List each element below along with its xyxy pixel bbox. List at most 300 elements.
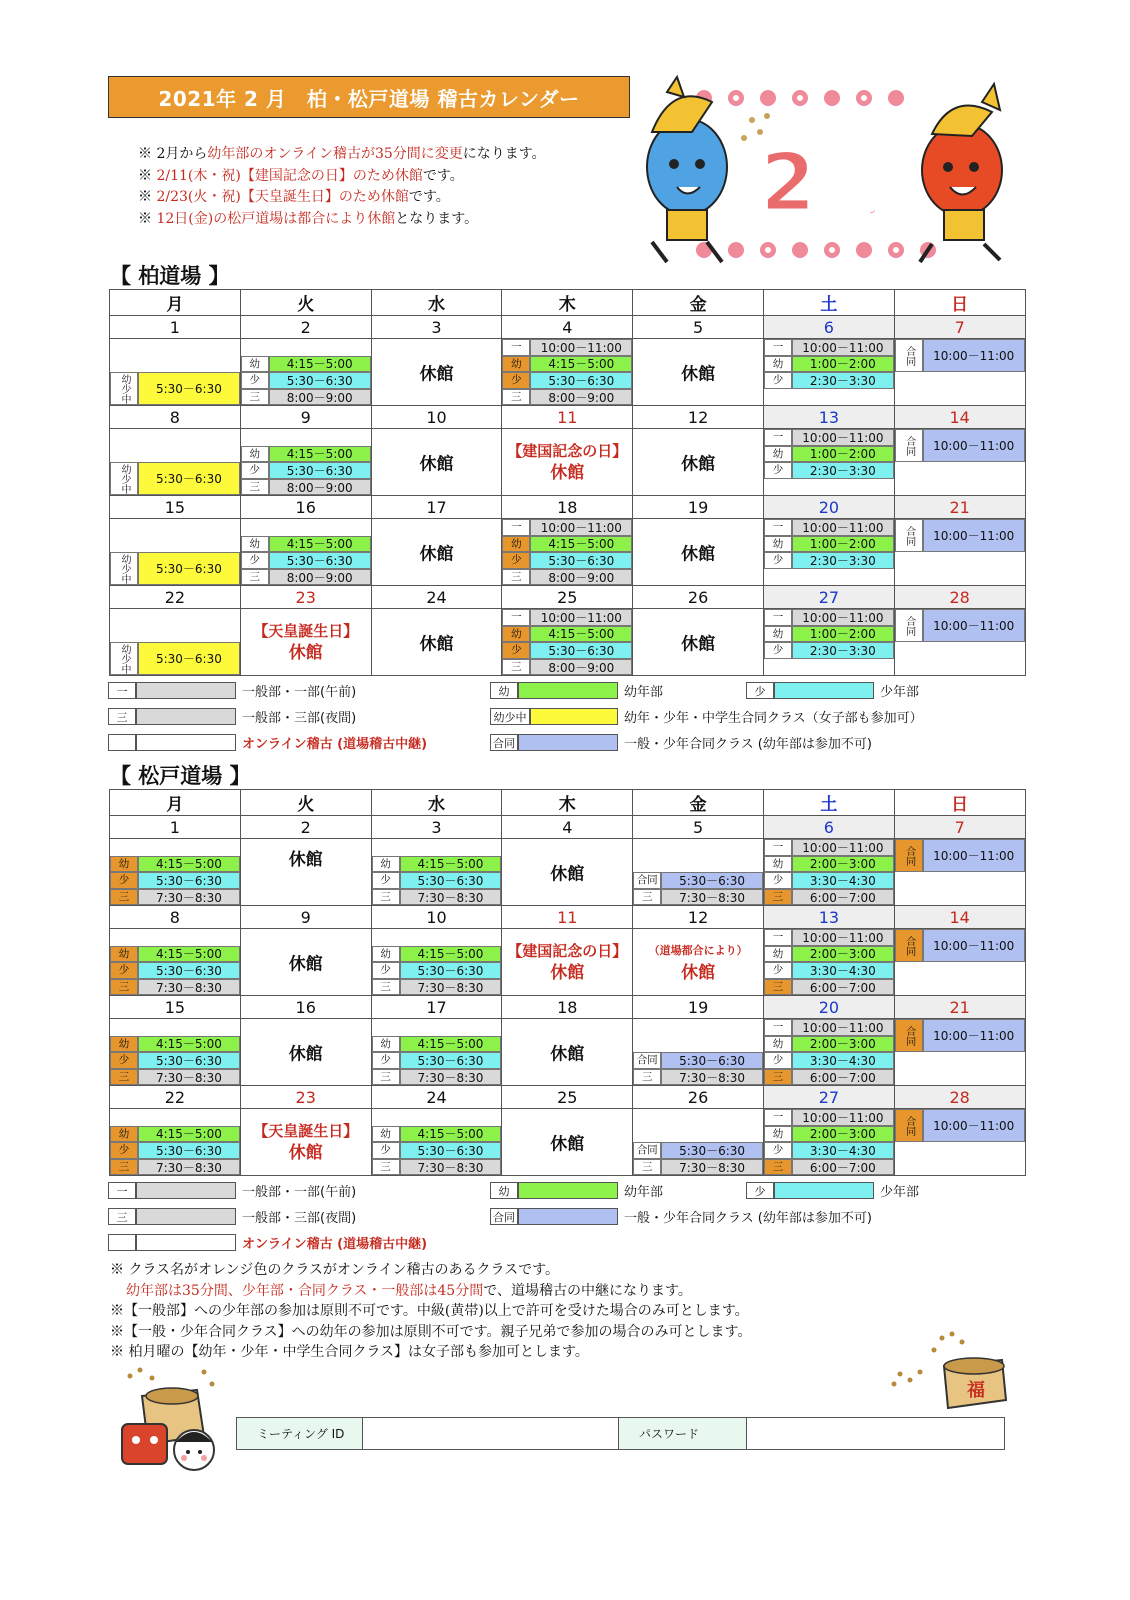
note-line: ※ 2/11(木・祝)【建国記念の日】のため休館です。 [138, 167, 464, 184]
class-tag: 幼 [241, 536, 269, 553]
class-slot [633, 1052, 763, 1069]
holiday-name: 【建国記念の日】 [507, 942, 628, 960]
class-slot [372, 1069, 502, 1086]
class-time: 1:00－2:00 [792, 446, 894, 463]
class-tag: 一 [502, 339, 530, 356]
class-slot [241, 569, 371, 586]
schedule-cell [633, 609, 764, 676]
class-tag: 合同 [633, 1052, 661, 1069]
date-cell: 16 [240, 996, 371, 1019]
class-slot [241, 462, 371, 479]
class-slot [764, 356, 894, 373]
closed-label: 休館 [419, 634, 454, 655]
class-time: 4:15－5:00 [530, 536, 632, 553]
class-tag: 幼 [502, 536, 530, 553]
schedule-cell [633, 929, 764, 996]
class-time: 5:30－6:30 [138, 462, 240, 495]
closed-label: 休館 [288, 643, 323, 663]
class-tag: 一 [764, 1109, 792, 1126]
class-time: 6:00－7:00 [792, 889, 894, 906]
date-cell: 23 [240, 1086, 371, 1109]
class-tag: 三 [502, 659, 530, 676]
class-time: 1:00－2:00 [792, 626, 894, 643]
class-slot [110, 1036, 240, 1053]
class-slot [502, 642, 632, 659]
schedule-cell [110, 609, 241, 676]
day-sat: 土 [763, 290, 894, 316]
class-time: 4:15－5:00 [138, 1126, 240, 1143]
class-slot [110, 1052, 240, 1069]
class-slot [764, 1126, 894, 1143]
class-time: 10:00－11:00 [792, 839, 894, 856]
schedule-cell [371, 429, 502, 496]
class-tag: 三 [372, 1069, 400, 1086]
bottom-notes [110, 1260, 1010, 1363]
schedule-cell [633, 519, 764, 586]
meeting-id-field[interactable] [363, 1418, 619, 1450]
meeting-info-table [236, 1417, 1005, 1450]
date-cell: 22 [110, 1086, 241, 1109]
class-tag: 幼 [372, 946, 400, 963]
date-cell: 28 [894, 1086, 1025, 1109]
class-tag: 少 [764, 462, 792, 479]
date-cell: 21 [894, 996, 1025, 1019]
class-time: 6:00－7:00 [792, 979, 894, 996]
legend-gou: 合同 一般・少年合同クラス (幼年部は参加不可) [490, 1207, 872, 1226]
class-slot [110, 1069, 240, 1086]
class-time: 4:15－5:00 [138, 856, 240, 873]
class-tag: 三 [241, 389, 269, 406]
class-tag: 三 [372, 889, 400, 906]
class-tag: 一 [764, 839, 792, 856]
holiday-closed [502, 940, 632, 984]
class-time: 10:00－11:00 [923, 1019, 1025, 1052]
holiday-name: 【建国記念の日】 [507, 442, 628, 460]
class-tag: 少 [372, 1052, 400, 1069]
class-time: 7:30－8:30 [400, 889, 502, 906]
class-slot [502, 552, 632, 569]
date-cell: 15 [110, 996, 241, 1019]
matsudo-calendar [109, 789, 1026, 1176]
class-tag: 幼 [241, 446, 269, 463]
class-time: 8:00－9:00 [269, 479, 371, 496]
class-tag: 一 [764, 929, 792, 946]
holiday-closed [241, 620, 371, 664]
class-slot [110, 1142, 240, 1159]
class-slot [502, 356, 632, 373]
kashiwa-heading: 【 柏道場 】 [110, 264, 230, 288]
class-time: 5:30－6:30 [530, 372, 632, 389]
date-cell: 28 [894, 586, 1025, 609]
class-time: 2:30－3:30 [792, 462, 894, 479]
class-time: 5:30－6:30 [138, 642, 240, 675]
date-cell: 12 [633, 406, 764, 429]
day-fri: 金 [633, 290, 764, 316]
date-cell: 3 [371, 316, 502, 339]
class-time: 10:00－11:00 [792, 609, 894, 626]
class-tag: 三 [633, 1069, 661, 1086]
class-time: 5:30－6:30 [400, 1142, 502, 1159]
oni-february-illustration [632, 72, 1020, 272]
class-slot [110, 889, 240, 906]
class-time: 3:30－4:30 [792, 1142, 894, 1159]
date-cell: 5 [633, 816, 764, 839]
class-time: 10:00－11:00 [923, 339, 1025, 372]
class-time: 2:30－3:30 [792, 642, 894, 659]
class-time: 4:15－5:00 [400, 856, 502, 873]
class-slot [110, 642, 240, 675]
date-cell: 10 [371, 406, 502, 429]
class-tag: 少 [764, 872, 792, 889]
date-cell: 23 [240, 586, 371, 609]
class-tag: 三 [764, 889, 792, 906]
class-slot [764, 962, 894, 979]
class-time: 3:30－4:30 [792, 962, 894, 979]
class-slot [764, 1142, 894, 1159]
class-slot [764, 979, 894, 996]
class-time: 1:00－2:00 [792, 536, 894, 553]
class-time: 7:30－8:30 [138, 979, 240, 996]
date-cell: 6 [763, 316, 894, 339]
class-slot [110, 979, 240, 996]
class-time: 10:00－11:00 [792, 1109, 894, 1126]
class-slot [764, 372, 894, 389]
class-time: 10:00－11:00 [530, 339, 632, 356]
date-cell: 24 [371, 1086, 502, 1109]
date-cell: 6 [763, 816, 894, 839]
class-slot [633, 1159, 763, 1176]
class-time: 10:00－11:00 [792, 519, 894, 536]
holiday-name: 【天皇誕生日】 [253, 1122, 359, 1140]
schedule-cell [894, 429, 1025, 496]
class-tag: 幼 [110, 946, 138, 963]
class-slot [110, 1159, 240, 1176]
class-tag: 合同 [895, 339, 923, 372]
class-slot [502, 372, 632, 389]
class-tag: 一 [502, 519, 530, 536]
class-time: 5:30－6:30 [661, 1142, 763, 1159]
holiday-name: 【天皇誕生日】 [253, 622, 359, 640]
class-time: 10:00－11:00 [923, 519, 1025, 552]
class-tag: 三 [633, 1159, 661, 1176]
schedule-cell [110, 839, 241, 906]
closed-label: 休館 [681, 364, 716, 385]
legend-sho: 少 少年部 [746, 681, 919, 700]
schedule-cell [371, 1019, 502, 1086]
class-time: 7:30－8:30 [400, 1159, 502, 1176]
legend-ichi: 一 一般部・一部(午前) [108, 1181, 356, 1200]
schedule-cell [240, 1019, 371, 1086]
date-cell: 9 [240, 906, 371, 929]
class-slot [372, 889, 502, 906]
day-tue: 火 [240, 290, 371, 316]
closed-label: 休館 [550, 963, 585, 983]
schedule-cell [110, 1019, 241, 1086]
class-time: 5:30－6:30 [138, 1052, 240, 1069]
schedule-cell [502, 609, 633, 676]
class-time: 10:00－11:00 [923, 1109, 1025, 1142]
closed-label: 休館 [288, 850, 323, 870]
class-time: 5:30－6:30 [661, 1052, 763, 1069]
date-cell: 25 [502, 1086, 633, 1109]
day-wed: 水 [371, 290, 502, 316]
class-tag: 幼少中 [110, 372, 138, 405]
schedule-cell [371, 1109, 502, 1176]
class-time: 7:30－8:30 [661, 1069, 763, 1086]
schedule-cell [240, 429, 371, 496]
day-sun: 日 [894, 790, 1025, 816]
class-slot [241, 479, 371, 496]
class-tag: 少 [110, 1142, 138, 1159]
class-tag: 三 [110, 1069, 138, 1086]
class-time: 5:30－6:30 [138, 962, 240, 979]
note-line: ※【一般部】への少年部の参加は原則不可です。中級(黄帯)以上で許可を受けた場合のみ可とします。 [110, 1303, 749, 1319]
schedule-cell [763, 929, 894, 996]
schedule-cell [371, 839, 502, 906]
date-cell: 18 [502, 496, 633, 519]
closed-label: 休館 [550, 1134, 585, 1155]
date-cell: 18 [502, 996, 633, 1019]
note-line: ※ 2月から幼年部のオンライン稽古が35分間に変更になります。 [138, 146, 546, 162]
note-line: ※ クラス名がオレンジ色のクラスがオンライン稽古のあるクラスです。 [110, 1262, 559, 1278]
password-field[interactable] [747, 1418, 1005, 1450]
class-slot [110, 372, 240, 405]
class-time: 10:00－11:00 [923, 929, 1025, 962]
class-tag: 三 [110, 979, 138, 996]
class-time: 4:15－5:00 [530, 626, 632, 643]
class-slot [502, 626, 632, 643]
class-time: 5:30－6:30 [269, 552, 371, 569]
date-cell: 20 [763, 996, 894, 1019]
schedule-cell [371, 519, 502, 586]
class-tag: 幼少中 [110, 552, 138, 585]
class-tag: 一 [764, 519, 792, 536]
class-slot [764, 889, 894, 906]
password-label: パスワード [619, 1418, 747, 1450]
class-tag: 幼 [764, 446, 792, 463]
class-tag: 幼少中 [110, 462, 138, 495]
class-time: 5:30－6:30 [400, 962, 502, 979]
holiday-closed [633, 940, 763, 984]
class-slot [764, 872, 894, 889]
class-slot [372, 856, 502, 873]
day-thu: 木 [502, 290, 633, 316]
schedule-cell [633, 1019, 764, 1086]
schedule-cell [502, 839, 633, 906]
class-time: 4:15－5:00 [138, 946, 240, 963]
matsudo-heading: 【 松戸道場 】 [110, 764, 251, 788]
class-time: 10:00－11:00 [792, 429, 894, 446]
class-time: 8:00－9:00 [530, 389, 632, 406]
class-time: 5:30－6:30 [269, 462, 371, 479]
legend-yoshochu: 幼少中 幼年・少年・中学生合同クラス（女子部も参加可） [490, 707, 923, 726]
closed-label: 休館 [419, 454, 454, 475]
class-slot [633, 889, 763, 906]
class-time: 10:00－11:00 [792, 1019, 894, 1036]
legend-san: 三 一般部・三部(夜間) [108, 1207, 356, 1226]
date-cell: 20 [763, 496, 894, 519]
class-tag: 幼 [110, 1126, 138, 1143]
holiday-name: （道場都合により） [648, 944, 748, 957]
class-slot [241, 536, 371, 553]
date-cell: 2 [240, 316, 371, 339]
class-time: 7:30－8:30 [138, 889, 240, 906]
class-tag: 三 [241, 569, 269, 586]
legend-gou: 合同 一般・少年合同クラス (幼年部は参加不可) [490, 733, 872, 752]
class-slot [764, 856, 894, 873]
schedule-cell [240, 519, 371, 586]
class-tag: 幼 [764, 856, 792, 873]
class-slot [241, 372, 371, 389]
class-slot [764, 1052, 894, 1069]
class-slot [764, 446, 894, 463]
class-tag: 少 [110, 962, 138, 979]
class-tag: 少 [764, 1052, 792, 1069]
class-slot [372, 1142, 502, 1159]
class-tag: 一 [764, 1019, 792, 1036]
class-tag: 少 [372, 962, 400, 979]
class-time: 4:15－5:00 [400, 946, 502, 963]
class-time: 4:15－5:00 [269, 536, 371, 553]
note-line: ※【一般・少年合同クラス】への幼年の参加は原則不可です。親子兄弟で参加の場合のみ可とします。 [110, 1323, 752, 1340]
class-slot [764, 929, 894, 946]
date-cell: 8 [110, 406, 241, 429]
class-time: 6:00－7:00 [792, 1069, 894, 1086]
class-time: 2:30－3:30 [792, 372, 894, 389]
kashiwa-calendar [109, 289, 1026, 676]
class-tag: 少 [241, 462, 269, 479]
note-line: 幼年部は35分間、少年部・合同クラス・一般部は45分間で、道場稽古の中継になります。 [126, 1282, 692, 1299]
class-time: 5:30－6:30 [138, 1142, 240, 1159]
date-cell: 15 [110, 496, 241, 519]
class-time: 2:00－3:00 [792, 856, 894, 873]
closed-label: 休館 [288, 954, 323, 975]
class-slot [895, 839, 1025, 872]
class-slot [372, 1159, 502, 1176]
date-cell: 25 [502, 586, 633, 609]
class-time: 7:30－8:30 [400, 1069, 502, 1086]
class-tag: 少 [764, 642, 792, 659]
class-tag: 一 [764, 429, 792, 446]
holiday-closed [241, 1120, 371, 1164]
class-time: 10:00－11:00 [792, 339, 894, 356]
class-tag: 幼 [241, 356, 269, 373]
class-time: 2:00－3:00 [792, 1036, 894, 1053]
class-tag: 三 [372, 1159, 400, 1176]
class-tag: 幼少中 [110, 642, 138, 675]
legend-yo: 幼 幼年部 [490, 681, 663, 700]
date-cell: 10 [371, 906, 502, 929]
class-slot [895, 1109, 1025, 1142]
class-slot [502, 659, 632, 676]
class-slot [895, 519, 1025, 552]
class-slot [110, 1126, 240, 1143]
schedule-cell [502, 519, 633, 586]
class-time: 10:00－11:00 [923, 609, 1025, 642]
date-cell: 14 [894, 906, 1025, 929]
date-cell: 1 [110, 816, 241, 839]
class-slot [110, 552, 240, 585]
date-cell: 19 [633, 496, 764, 519]
schedule-cell [240, 609, 371, 676]
schedule-cell [633, 1109, 764, 1176]
page-title: 2021年 2 月 柏・松戸道場 稽古カレンダー [108, 76, 630, 118]
legend-online: オンライン稽古 (道場稽古中継) [108, 1233, 427, 1252]
closed-label: 休館 [681, 634, 716, 655]
day-wed: 水 [371, 790, 502, 816]
class-tag: 少 [241, 552, 269, 569]
class-slot [502, 609, 632, 626]
class-slot [895, 929, 1025, 962]
class-slot [895, 1019, 1025, 1052]
class-time: 5:30－6:30 [138, 552, 240, 585]
schedule-cell [502, 429, 633, 496]
schedule-cell [502, 929, 633, 996]
class-time: 8:00－9:00 [269, 389, 371, 406]
header-notes [138, 144, 638, 230]
class-time: 3:30－4:30 [792, 1052, 894, 1069]
class-time: 4:15－5:00 [400, 1036, 502, 1053]
schedule-cell [633, 429, 764, 496]
class-slot [372, 1036, 502, 1053]
date-cell: 14 [894, 406, 1025, 429]
class-time: 7:30－8:30 [138, 1159, 240, 1176]
class-time: 10:00－11:00 [923, 429, 1025, 462]
class-time: 2:30－3:30 [792, 552, 894, 569]
class-slot [764, 536, 894, 553]
schedule-cell [763, 1109, 894, 1176]
schedule-cell [110, 1109, 241, 1176]
fuku-masu-beans-illustration [890, 1330, 1010, 1416]
schedule-cell [894, 519, 1025, 586]
day-mon: 月 [110, 290, 241, 316]
schedule-cell [110, 519, 241, 586]
class-time: 4:15－5:00 [400, 1126, 502, 1143]
class-slot [372, 962, 502, 979]
class-slot [764, 609, 894, 626]
day-fri: 金 [633, 790, 764, 816]
class-slot [895, 339, 1025, 372]
class-tag: 合同 [895, 929, 923, 962]
class-time: 5:30－6:30 [530, 552, 632, 569]
class-time: 4:15－5:00 [530, 356, 632, 373]
class-slot [241, 389, 371, 406]
class-tag: 合同 [895, 429, 923, 462]
class-time: 2:00－3:00 [792, 946, 894, 963]
class-tag: 少 [764, 372, 792, 389]
date-cell: 7 [894, 816, 1025, 839]
class-slot [764, 1036, 894, 1053]
class-slot [764, 839, 894, 856]
legend-san: 三 一般部・三部(夜間) [108, 707, 356, 726]
schedule-cell [110, 429, 241, 496]
date-cell: 11 [502, 406, 633, 429]
date-cell: 17 [371, 996, 502, 1019]
schedule-cell [763, 839, 894, 906]
class-tag: 幼 [764, 946, 792, 963]
class-slot [372, 872, 502, 889]
date-cell: 16 [240, 496, 371, 519]
class-tag: 幼 [372, 856, 400, 873]
class-time: 10:00－11:00 [923, 839, 1025, 872]
schedule-cell [502, 1019, 633, 1086]
setsubun-masu-oni-illustration [112, 1366, 230, 1472]
class-slot [372, 946, 502, 963]
class-tag: 少 [502, 372, 530, 389]
note-line: ※ 2/23(火・祝)【天皇誕生日】のため休館です。 [138, 189, 450, 205]
date-cell: 26 [633, 586, 764, 609]
class-tag: 三 [241, 479, 269, 496]
